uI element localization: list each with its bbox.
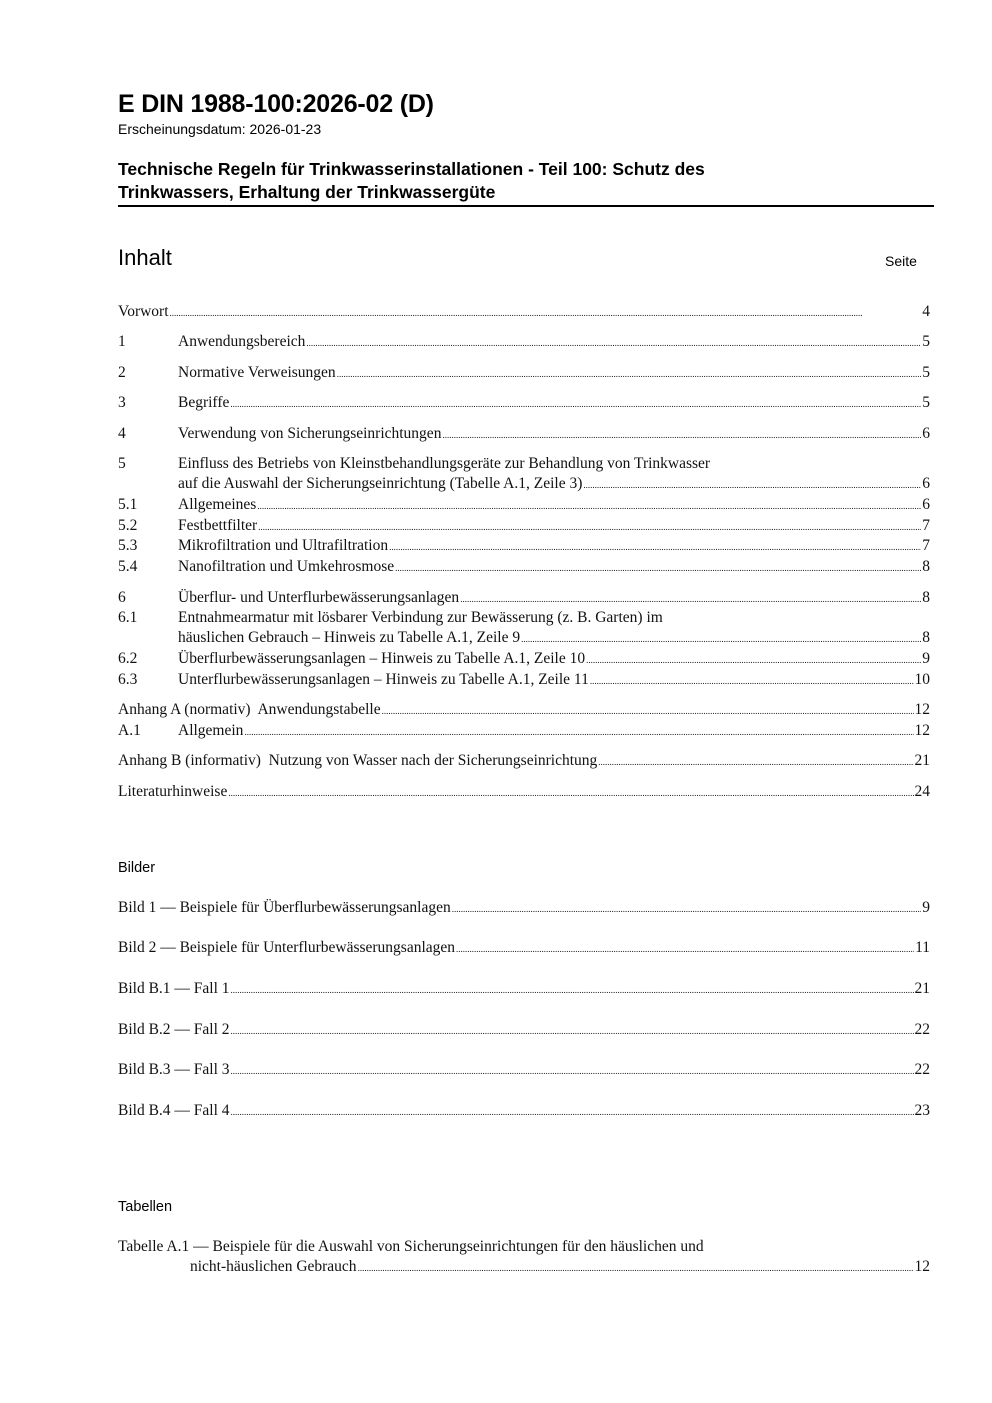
title-line-1: Technische Regeln für Trinkwasserinstallationen - Teil 100: Schutz des bbox=[118, 159, 705, 179]
toc-entry-number: A.1 bbox=[118, 722, 141, 739]
figure-entry-text: Bild B.4 — Fall 4 bbox=[118, 1102, 230, 1119]
toc-entry-text-line-1: Entnahmearmatur mit lösbarer Verbindung zur Bewässerung (z. B. Garten) im bbox=[178, 609, 663, 626]
document-id: E DIN 1988-100:2026-02 (D) bbox=[118, 90, 434, 118]
leader-dots bbox=[395, 557, 921, 578]
toc-entry-number: 6.3 bbox=[118, 671, 138, 688]
figure-entry-1[interactable] bbox=[118, 898, 930, 919]
figure-entry-page: 9 bbox=[922, 899, 930, 916]
toc-entry-text: Festbettfilter bbox=[178, 517, 258, 534]
document-title bbox=[118, 158, 933, 204]
toc-entry-page: 4 bbox=[922, 303, 930, 320]
leader-dots bbox=[460, 588, 921, 609]
toc-entry-page: 12 bbox=[914, 701, 930, 718]
figure-entry-b4[interactable] bbox=[118, 1101, 930, 1122]
figure-entry-text: Bild B.2 — Fall 2 bbox=[118, 1021, 230, 1038]
toc-entry-page: 24 bbox=[914, 783, 930, 800]
toc-entry-page: 8 bbox=[922, 558, 930, 575]
toc-entry-anhang-a[interactable] bbox=[118, 700, 930, 721]
toc-entry-number: 4 bbox=[118, 425, 126, 442]
toc-entry-page: 5 bbox=[922, 394, 930, 411]
toc-entry-3[interactable] bbox=[118, 393, 930, 414]
toc-entry-text-line-1: Einfluss des Betriebs von Kleinstbehandlungsgeräte zur Behandlung von Trinkwasser bbox=[178, 455, 711, 472]
toc-entry-a-1[interactable] bbox=[118, 721, 930, 742]
toc-entry-number: 3 bbox=[118, 394, 126, 411]
toc-entry-page: 6 bbox=[922, 475, 930, 492]
toc-entry-number: 5.4 bbox=[118, 558, 138, 575]
toc-entry-number: 6 bbox=[118, 589, 126, 606]
toc-entry-text: Anwendungsbereich bbox=[178, 333, 306, 350]
figure-entry-page: 11 bbox=[915, 939, 930, 956]
toc-entry-page: 7 bbox=[922, 537, 930, 554]
figure-entry-page: 22 bbox=[914, 1061, 930, 1078]
toc-entry-page: 9 bbox=[922, 650, 930, 667]
toc-entry-page: 6 bbox=[922, 496, 930, 513]
leader-dots bbox=[170, 302, 922, 323]
toc-entry-page: 8 bbox=[922, 629, 930, 646]
toc-entry-5-4[interactable] bbox=[118, 557, 930, 578]
toc-entry-6-3[interactable] bbox=[118, 670, 930, 691]
table-entry-text: nicht-häuslichen Gebrauch bbox=[190, 1258, 357, 1275]
toc-entry-number: 2 bbox=[118, 364, 126, 381]
title-line-2: Trinkwassers, Erhaltung der Trinkwassergüte bbox=[118, 182, 496, 202]
toc-entry-page: 10 bbox=[914, 671, 930, 688]
leader-dots bbox=[231, 979, 914, 1000]
toc-entry-number: 5.1 bbox=[118, 496, 138, 513]
toc-entry-literatur[interactable] bbox=[118, 782, 930, 803]
toc-heading: Inhalt bbox=[118, 245, 172, 270]
leader-dots bbox=[452, 898, 922, 919]
toc-entry-number: 6.2 bbox=[118, 650, 138, 667]
toc-entry-6[interactable] bbox=[118, 588, 930, 609]
toc-entry-vorwort[interactable] bbox=[118, 302, 930, 323]
figure-entry-text: Bild B.1 — Fall 1 bbox=[118, 980, 230, 997]
toc-entry-number: 5 bbox=[118, 455, 126, 472]
figure-entry-text: Bild B.3 — Fall 3 bbox=[118, 1061, 230, 1078]
toc-entry-text: häuslichen Gebrauch – Hinweis zu Tabelle A.1, Zeile 9 bbox=[178, 629, 521, 646]
leader-dots bbox=[598, 751, 913, 772]
table-entry-text-line-1: Tabelle A.1 — Beispiele für die Auswahl von Sicherungseinrichtungen für den häuslichen und bbox=[118, 1238, 704, 1255]
leader-dots bbox=[389, 536, 921, 557]
table-entry-a1[interactable] bbox=[118, 1237, 930, 1278]
toc-entry-text: Anhang A (normativ) Anwendungstabelle bbox=[118, 701, 381, 718]
leader-dots bbox=[231, 1060, 914, 1081]
leader-dots bbox=[456, 938, 914, 959]
toc-entry-5-2[interactable] bbox=[118, 516, 930, 537]
toc-entry-text: Allgemein bbox=[178, 722, 244, 739]
leader-dots bbox=[590, 670, 914, 691]
toc-entry-text: auf die Auswahl der Sicherungseinrichtung (Tabelle A.1, Zeile 3) bbox=[178, 475, 583, 492]
figure-entry-b2[interactable] bbox=[118, 1020, 930, 1041]
toc-entry-page: 6 bbox=[922, 425, 930, 442]
leader-dots bbox=[306, 332, 921, 353]
leader-dots bbox=[257, 495, 921, 516]
toc-entry-page: 12 bbox=[914, 722, 930, 739]
toc-entry-2[interactable] bbox=[118, 363, 930, 384]
leader-dots bbox=[230, 393, 921, 414]
figure-entry-text: Bild 1 — Beispiele für Überflurbewässerungsanlagen bbox=[118, 899, 451, 916]
publication-date: Erscheinungsdatum: 2026-01-23 bbox=[118, 121, 322, 137]
toc-entry-page: 8 bbox=[922, 589, 930, 606]
leader-dots bbox=[337, 363, 922, 384]
tables-heading: Tabellen bbox=[118, 1199, 173, 1215]
figures-heading: Bilder bbox=[118, 860, 156, 876]
leader-dots bbox=[244, 721, 913, 742]
toc-entry-number: 6.1 bbox=[118, 609, 138, 626]
page-column-label: Seite bbox=[885, 253, 917, 269]
leader-dots bbox=[231, 1020, 914, 1041]
toc-entry-text: Unterflurbewässerungsanlagen – Hinweis zu Tabelle A.1, Zeile 11 bbox=[178, 671, 589, 688]
figure-entry-b3[interactable] bbox=[118, 1060, 930, 1081]
leader-dots bbox=[521, 628, 921, 649]
toc-entry-text: Begriffe bbox=[178, 394, 230, 411]
title-divider bbox=[118, 205, 934, 207]
toc-entry-5[interactable] bbox=[118, 454, 930, 495]
toc-entry-text: Literaturhinweise bbox=[118, 783, 228, 800]
toc-entry-6-1[interactable] bbox=[118, 608, 930, 649]
toc-entry-text: Mikrofiltration und Ultrafiltration bbox=[178, 537, 389, 554]
table-entry-page: 12 bbox=[914, 1258, 930, 1275]
toc-entry-1[interactable] bbox=[118, 332, 930, 353]
leader-dots bbox=[258, 516, 921, 537]
figure-entry-2[interactable] bbox=[118, 938, 930, 959]
leader-dots bbox=[231, 1101, 914, 1122]
toc-entry-text: Nanofiltration und Umkehrosmose bbox=[178, 558, 395, 575]
leader-dots bbox=[442, 424, 921, 445]
toc-entry-page: 5 bbox=[922, 333, 930, 350]
figure-entry-page: 22 bbox=[914, 1021, 930, 1038]
toc-entry-5-3[interactable] bbox=[118, 536, 930, 557]
leader-dots bbox=[583, 474, 921, 495]
toc-entry-text: Überflur- und Unterflurbewässerungsanlagen bbox=[178, 589, 460, 606]
toc-entry-text: Vorwort bbox=[118, 303, 169, 320]
figure-entry-page: 21 bbox=[914, 980, 930, 997]
leader-dots bbox=[382, 700, 914, 721]
figure-entry-b1[interactable] bbox=[118, 979, 930, 1000]
toc-entry-number: 5.2 bbox=[118, 517, 138, 534]
toc-entry-page: 5 bbox=[922, 364, 930, 381]
toc-entry-6-2[interactable] bbox=[118, 649, 930, 670]
toc-entry-5-1[interactable] bbox=[118, 495, 930, 516]
toc-entry-text: Überflurbewässerungsanlagen – Hinweis zu Tabelle A.1, Zeile 10 bbox=[178, 650, 586, 667]
leader-dots bbox=[228, 782, 913, 803]
toc-entry-number: 5.3 bbox=[118, 537, 138, 554]
leader-dots bbox=[358, 1257, 914, 1278]
toc-entry-text: Anhang B (informativ) Nutzung von Wasser nach der Sicherungseinrichtung bbox=[118, 752, 598, 769]
toc-entry-anhang-b[interactable] bbox=[118, 751, 930, 772]
toc-entry-text: Verwendung von Sicherungseinrichtungen bbox=[178, 425, 442, 442]
toc-entry-page: 21 bbox=[914, 752, 930, 769]
toc-entry-text: Allgemeines bbox=[178, 496, 257, 513]
figure-entry-text: Bild 2 — Beispiele für Unterflurbewässerungsanlagen bbox=[118, 939, 456, 956]
toc-entry-text: Normative Verweisungen bbox=[178, 364, 336, 381]
toc-entry-number: 1 bbox=[118, 333, 126, 350]
toc-entry-4[interactable] bbox=[118, 424, 930, 445]
toc-entry-page: 7 bbox=[922, 517, 930, 534]
figure-entry-page: 23 bbox=[914, 1102, 930, 1119]
leader-dots bbox=[586, 649, 921, 670]
